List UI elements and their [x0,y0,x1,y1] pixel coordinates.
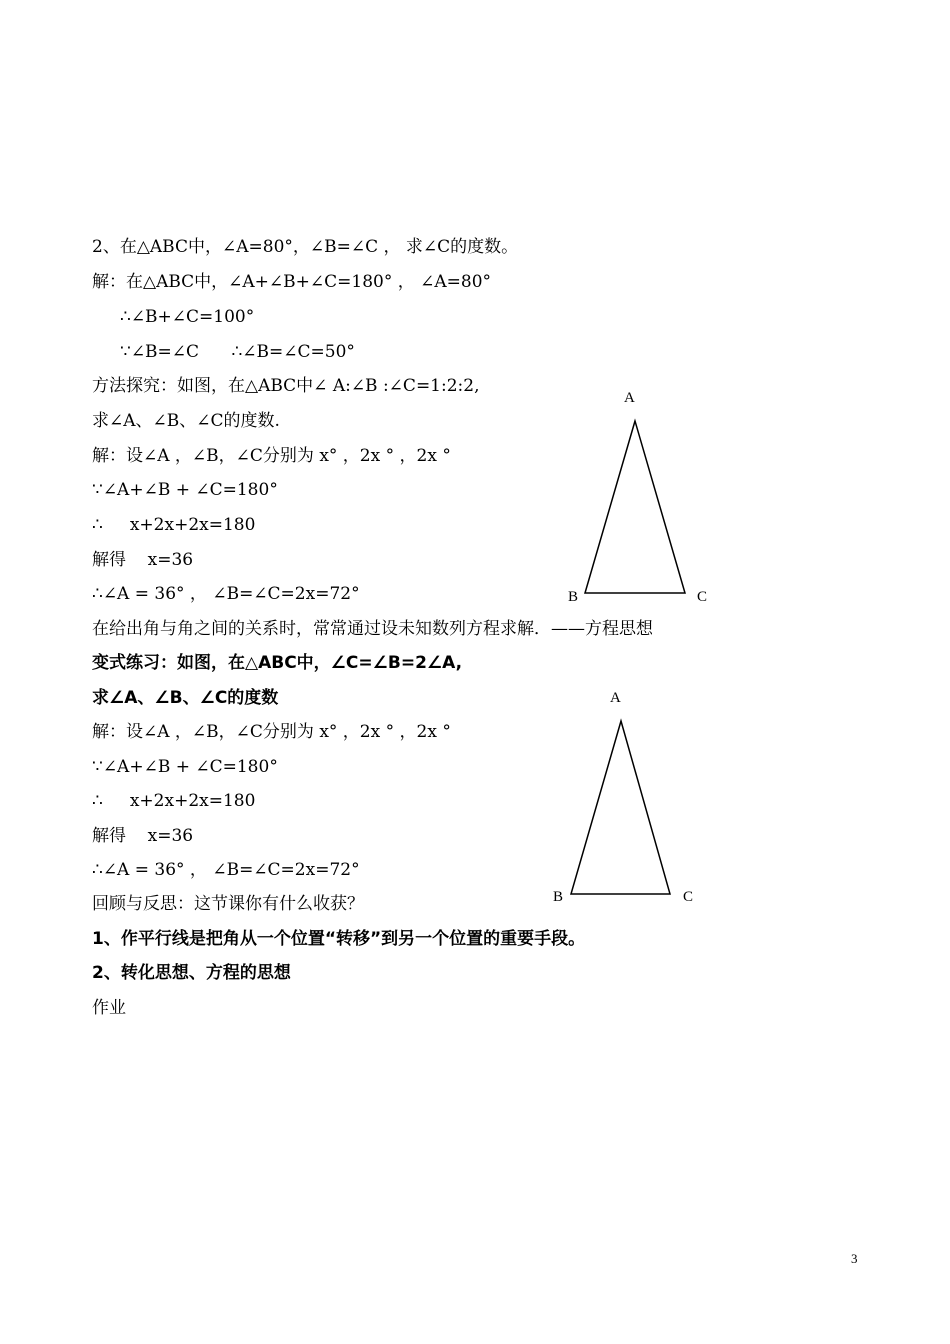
triangle1-vertex-a: A [624,390,635,406]
triangle2-vertex-a: A [610,690,621,706]
triangle1-vertex-c: C [697,589,708,605]
summary-point-2: 2、转化思想、方程的思想 [92,963,291,983]
variant-solution-1: 解：设∠A ，∠B，∠C分别为 x° ，2x ° ，2x ° [92,722,451,742]
triangle-figure-1 [578,415,693,600]
solution-line-2: ∴∠B+∠C=100° [120,307,255,327]
equation-thinking-note: 在给出角与角之间的关系时，常常通过设未知数列方程求解．——方程思想 [92,619,653,639]
triangle2-vertex-c: C [683,889,694,905]
variant-solution-3: ∴ x+2x+2x=180 [92,791,256,811]
review-heading: 回顾与反思：这节课你有什么收获？ [92,894,364,914]
variant-solution-4: 解得 x=36 [92,826,194,846]
homework-label: 作业 [92,998,126,1018]
summary-point-1: 1、作平行线是把角从一个位置“转移”到另一个位置的重要手段。 [92,929,586,949]
method-solution-3: ∴ x+2x+2x=180 [92,515,256,535]
triangle2-vertex-b: B [553,889,564,905]
solution-line-3: ∵∠B=∠C ∴∠B=∠C=50° [120,342,355,362]
variant-question: 求∠A、∠B、∠C的度数 [92,688,279,708]
page-number: 3 [851,1251,858,1266]
problem-2-statement: 2、在△ABC中，∠A=80°，∠B=∠C ， 求∠C的度数。 [92,237,519,257]
method-solution-5: ∴∠A = 36° ， ∠B=∠C=2x=72° [92,584,360,604]
method-solution-1: 解：设∠A ，∠B，∠C分别为 x° ，2x ° ，2x ° [92,446,451,466]
variant-exercise-heading: 变式练习：如图，在△ABC中，∠C=∠B=2∠A, [92,653,463,673]
method-solution-2: ∵∠A+∠B + ∠C=180° [92,480,278,500]
triangle1-vertex-b: B [568,589,579,605]
method-explore-heading: 方法探究：如图，在△ABC中∠ A:∠B :∠C=1:2:2, [92,376,480,396]
method-solution-4: 解得 x=36 [92,550,194,570]
triangle-figure-2 [564,715,679,900]
variant-solution-2: ∵∠A+∠B + ∠C=180° [92,757,278,777]
variant-solution-5: ∴∠A = 36° ， ∠B=∠C=2x=72° [92,860,360,880]
method-question: 求∠A、∠B、∠C的度数. [92,411,280,431]
solution-line-1: 解：在△ABC中，∠A+∠B+∠C=180° ， ∠A=80° [92,272,492,292]
